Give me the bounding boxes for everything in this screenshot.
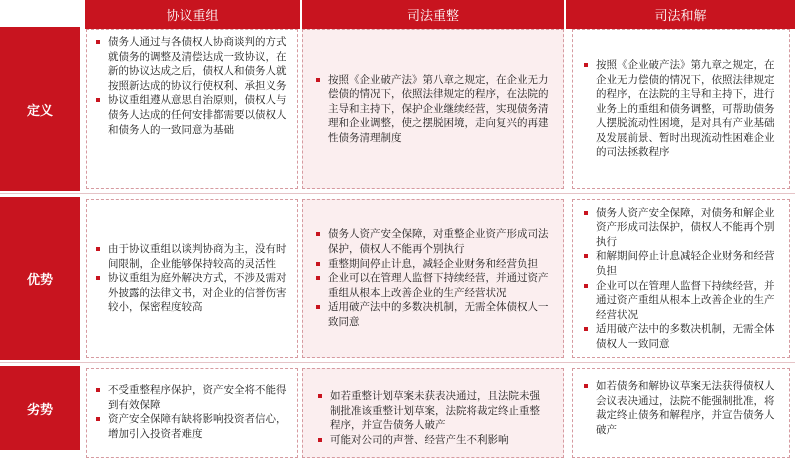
advantages-protocol-cell [86,199,298,358]
list-item: 债务人资产安全保障，对债务和解企业资产形成司法保护，债权人不能再个别执行 [583,206,781,250]
advantages-settlement-cell [572,199,790,358]
list-item: 如若债务和解协议草案无法获得债权人会议表决通过，法院不能强制批准，将裁定终止债务和解程序，并宣告债务人破产 [583,379,781,437]
disadvantages-reorganization-cell [302,368,564,458]
list-item: 由于协议重组以谈判协商为主，没有时间限制，企业能够保持较高的灵活性 [95,242,289,271]
row-label-disadvantages: 劣势 [0,366,80,450]
definition-reorganization-cell [302,29,564,189]
list-item: 协议重组为庭外解决方式，不涉及需对外披露的法律文书，对企业的信誉伤害较小，保密程度较高 [95,271,289,315]
list-item: 和解期间停止计息减轻企业财务和经营负担 [583,249,781,278]
list-item: 适用破产法中的多数决机制，无需全体债权人一致同意 [315,300,549,329]
column-header-judicial-settlement: 司法和解 [566,0,795,29]
disadvantages-protocol-cell [86,368,298,458]
definition-settlement-cell [572,29,790,189]
column-header-judicial-reorganization: 司法重整 [302,0,564,29]
row-divider [0,193,795,194]
list-item: 按照《企业破产法》第八章之规定，在企业无力偿债的情况下，依照法律规定的程序，在法院的主导和主持下，保护企业继续经营，实现债务清理和企业调整，使之摆脱困境，走向复兴的再建性债务清理制度 [315,73,549,146]
list-item: 债务人通过与各债权人协商谈判的方式就债务的调整及清偿达成一致协议，在新的协议达成之后，债权人和债务人就按照新达成的协议行使权利、承担义务 [95,35,289,93]
list-item: 协议重组遵从意思自治原则，债权人与债务人达成的任何安排都需要以债权人和债务人的一致同意为基础 [95,93,289,137]
list-item: 资产安全保障有缺将影响投资者信心，增加引入投资者难度 [95,412,289,441]
list-item: 重整期间停止计息，减轻企业财务和经营负担 [315,257,549,272]
row-label-definition: 定义 [0,27,80,191]
list-item: 债务人资产安全保障，对重整企业资产形成司法保护，债权人不能再个别执行 [315,227,549,256]
list-item: 不受重整程序保护，资产安全将不能得到有效保障 [95,383,289,412]
list-item: 如若重整计划草案未获表决通过，且法院未强制批准该重整计划草案，法院将裁定终止重整程序，并宣告债务人破产 [317,389,549,433]
list-item: 企业可以在管理人监督下持续经营，并通过资产重组从根本上改善企业的生产经营状况 [315,271,549,300]
disadvantages-settlement-cell [572,368,790,458]
list-item: 适用破产法中的多数决机制，无需全体债权人一致同意 [583,322,781,351]
column-header-protocol-restructuring: 协议重组 [85,0,300,29]
list-item: 企业可以在管理人监督下持续经营，并通过资产重组从根本上改善企业的生产经营状况 [583,279,781,323]
list-item: 按照《企业破产法》第九章之规定，在企业无力偿债的情况下，依照法律规定的程序，在法院的主导和主持下，进行业务上的重组和债务调整，可帮助债务人摆脱流动性困境，是对具有产业基础及发展前景、暂时出现流动性困难企业的司法拯救程序 [583,58,781,160]
list-item: 可能对公司的声誉、经营产生不利影响 [317,433,549,448]
row-label-advantages: 优势 [0,197,80,360]
advantages-reorganization-cell [302,199,564,358]
row-divider [0,362,795,363]
definition-protocol-cell [86,29,298,189]
